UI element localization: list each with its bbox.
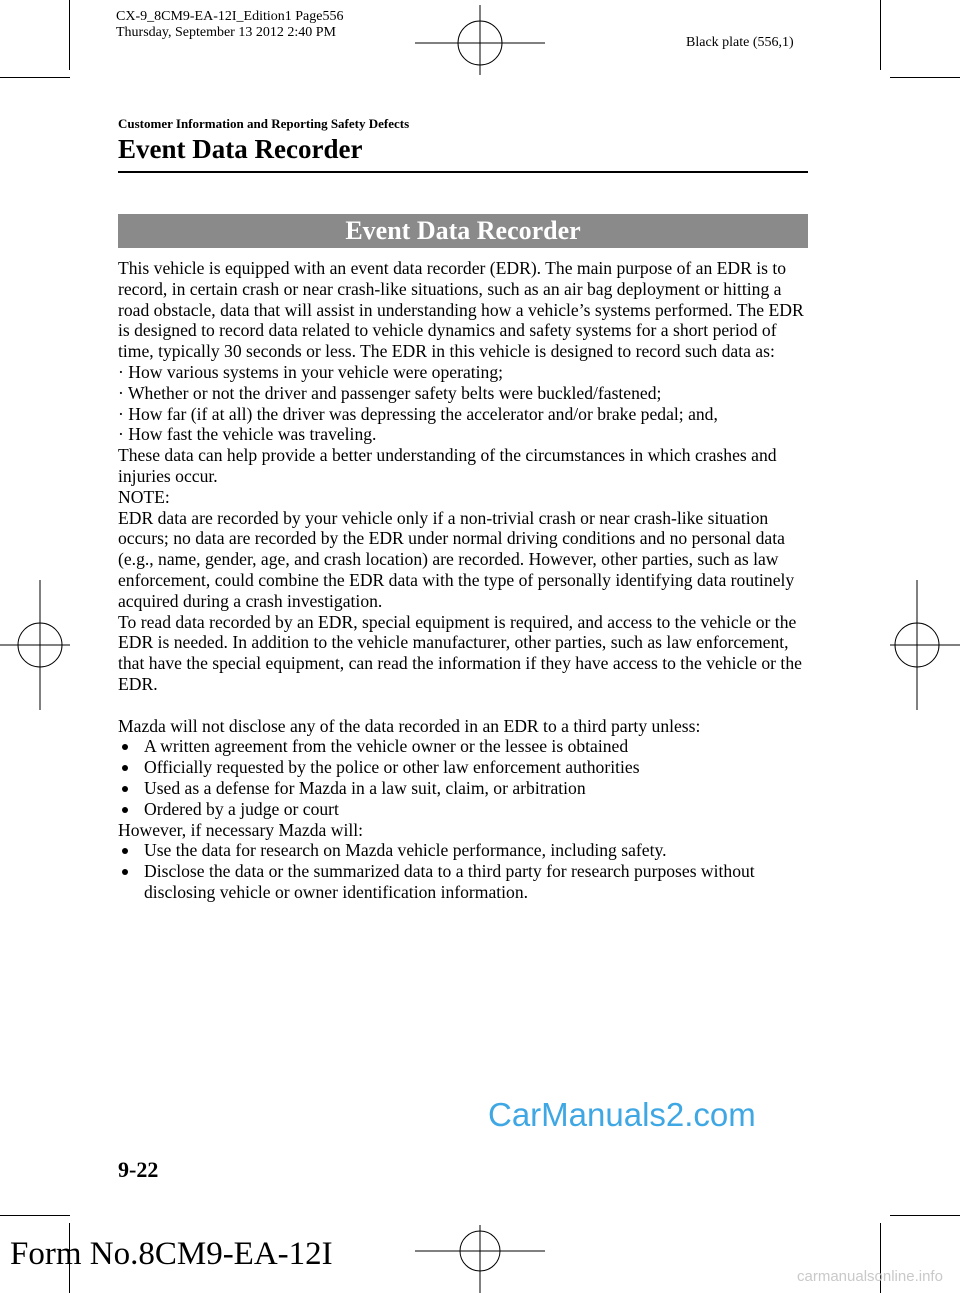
registration-mark-top xyxy=(415,5,545,75)
paragraph-gap xyxy=(118,695,813,716)
note-label: NOTE: xyxy=(118,486,170,507)
section-banner: Event Data Recorder xyxy=(118,214,808,248)
heading-rule xyxy=(118,171,808,173)
page-number: 9-22 xyxy=(118,1157,159,1182)
watermark-logo: CarManuals2.com xyxy=(488,1096,756,1133)
section-label: Customer Information and Reporting Safety Defects xyxy=(118,116,410,131)
bullet-item: A written agreement from the vehicle owner or the lessee is obtained xyxy=(118,736,813,757)
bullet-item: Used as a defense for Mazda in a law suit, claim, or arbitration xyxy=(118,778,813,799)
disclose-intro: Mazda will not disclose any of the data recorded in an EDR to a third party unless: xyxy=(118,715,701,736)
print-header-plate: Black plate (556,1) xyxy=(686,35,794,50)
note-paragraph: EDR data are recorded by your vehicle only if a non-trivial crash or near crash-like situation occurs; no data are recorded by the EDR under normal driving conditions and no personal data (e.g., name, gender, age, and crash location) are recorded. However, other parties, such as law enforcement, could combine the EDR data with the type of personally identifying data routinely acquired during a crash investigation. xyxy=(118,507,795,611)
print-header-date: Thursday, September 13 2012 2:40 PM xyxy=(116,25,336,40)
bullet-item: Disclose the data or the summarized data to a third party for research purposes without disclosing vehicle or owner identification information. xyxy=(118,861,813,903)
dot-item: · How various systems in your vehicle were operating; xyxy=(118,361,504,382)
read-data-paragraph: To read data recorded by an EDR, special equipment is required, and access to the vehicle or the EDR is needed. In addition to the vehicle manufacturer, other parties, such as law enforcement, that have the special equipment, can read the information if they have access to the vehicle or the EDR. xyxy=(118,611,802,694)
bullet-item: Use the data for research on Mazda vehicle performance, including safety. xyxy=(118,840,813,861)
dot-item: · Whether or not the driver and passenger safety belts were buckled/fastened; xyxy=(118,382,662,403)
page-heading: Event Data Recorder xyxy=(118,134,363,164)
registration-mark-left xyxy=(0,580,70,710)
dot-item: · How fast the vehicle was traveling. xyxy=(118,424,377,445)
form-number: Form No.8CM9-EA-12I xyxy=(10,1236,333,1272)
bullet-item: Officially requested by the police or other law enforcement authorities xyxy=(118,757,813,778)
registration-mark-bottom xyxy=(415,1225,545,1293)
bullet-item: Ordered by a judge or court xyxy=(118,799,813,820)
registration-mark-right xyxy=(890,580,960,710)
intro-paragraph: This vehicle is equipped with an event data recorder (EDR). The main purpose of an EDR is to record, in certain crash or near crash-like situations, such as an air bag deployment or hitting a road obstacle, data that will assist in understanding how a vehicle’s systems performed. The EDR is designed to record data related to vehicle dynamics and safety systems for a short period of time, typically 30 seconds or less. The EDR in this vehicle is designed to record such data as: xyxy=(118,258,804,362)
body-text xyxy=(118,258,813,903)
footer-site-link[interactable]: carmanualsonline.info xyxy=(797,1268,943,1285)
understanding-paragraph: These data can help provide a better understanding of the circumstances in which crashes and injuries occur. xyxy=(118,445,777,486)
however-paragraph: However, if necessary Mazda will: xyxy=(118,819,364,840)
dot-item: · How far (if at all) the driver was depressing the accelerator and/or brake pedal; and, xyxy=(118,403,718,424)
print-header-file: CX-9_8CM9-EA-12I_Edition1 Page556 xyxy=(116,9,344,24)
